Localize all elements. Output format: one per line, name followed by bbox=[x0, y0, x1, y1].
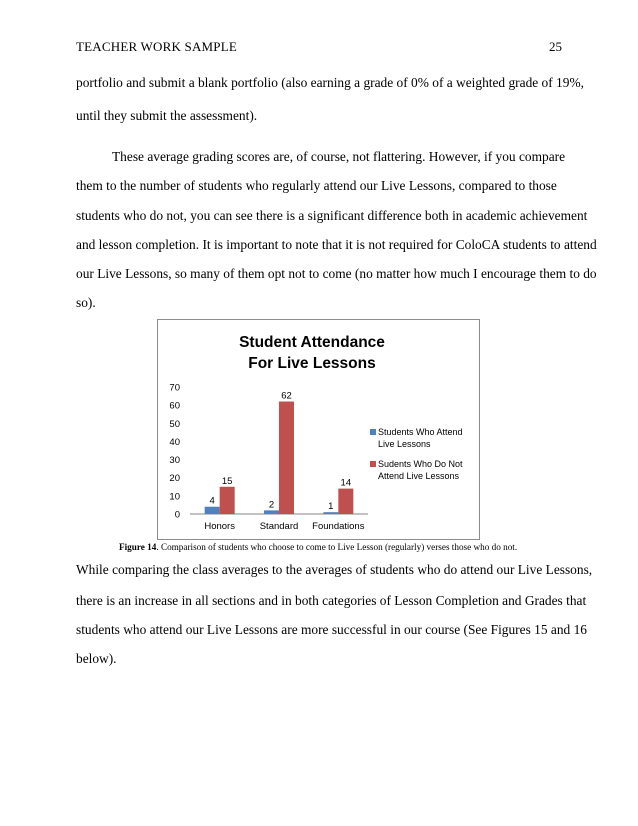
page-number: 25 bbox=[549, 39, 562, 54]
legend-swatch bbox=[370, 461, 376, 467]
paragraph-line: and lesson completion. It is important to note that it is not required for ColoCA students to attend bbox=[76, 237, 597, 252]
paragraph-line: below). bbox=[76, 651, 117, 666]
chart-title-line: For Live Lessons bbox=[248, 355, 376, 372]
y-tick-label: 10 bbox=[169, 491, 180, 503]
legend-swatch bbox=[370, 429, 376, 435]
y-tick-label: 30 bbox=[169, 455, 180, 467]
paragraph-line: our Live Lessons, so many of them opt not to come (no matter how much I encourage them to do bbox=[76, 266, 597, 281]
paragraph-line: them to the number of students who regularly attend our Live Lessons, compared to those bbox=[76, 178, 557, 193]
figure-label: Figure 14 bbox=[119, 542, 157, 552]
running-header bbox=[76, 39, 562, 55]
attendance-chart bbox=[157, 319, 480, 540]
paragraph-line: there is an increase in all sections and in both categories of Lesson Completion and Grades that bbox=[76, 593, 587, 608]
bar bbox=[279, 402, 294, 514]
bar bbox=[205, 507, 220, 514]
y-tick-label: 70 bbox=[169, 382, 180, 394]
chart-canvas bbox=[158, 320, 479, 539]
y-tick-label: 50 bbox=[169, 418, 180, 430]
bar bbox=[220, 487, 235, 514]
bar-value-label: 14 bbox=[340, 477, 352, 489]
x-tick-label: Foundations bbox=[312, 521, 365, 532]
figure-caption bbox=[119, 542, 517, 552]
bar bbox=[323, 512, 338, 514]
legend-label: Students Who Attend bbox=[378, 427, 463, 437]
paragraph-line: While comparing the class averages to the averages of students who do attend our Live Lessons, bbox=[76, 562, 593, 577]
figure-caption-text: . Comparison of students who choose to come to Live Lesson (regularly) verses those who do not. bbox=[156, 542, 518, 552]
y-tick-label: 40 bbox=[169, 436, 180, 448]
y-tick-label: 60 bbox=[169, 400, 180, 412]
paragraph-line: These average grading scores are, of course, not flattering. However, if you compare bbox=[112, 149, 566, 164]
paragraph-line: portfolio and submit a blank portfolio (also earning a grade of 0% of a weighted grade of 19%, bbox=[76, 75, 584, 90]
paragraph-line: until they submit the assessment). bbox=[76, 108, 258, 123]
bar-value-label: 2 bbox=[268, 499, 275, 511]
bar-value-label: 62 bbox=[281, 390, 292, 402]
bar bbox=[264, 510, 279, 514]
paragraph-line: so). bbox=[76, 295, 96, 310]
running-head: TEACHER WORK SAMPLE bbox=[76, 39, 238, 54]
paragraph-line: students who do not, you can see there is a significant difference both in academic achievement bbox=[76, 208, 588, 223]
bar bbox=[338, 489, 353, 514]
legend-label: Attend Live Lessons bbox=[378, 471, 460, 481]
chart-title-line: Student Attendance bbox=[239, 334, 385, 351]
x-tick-label: Standard bbox=[259, 521, 299, 532]
bar-value-label: 15 bbox=[221, 475, 233, 487]
legend-label: Sudents Who Do Not bbox=[378, 459, 463, 469]
x-tick-label: Honors bbox=[204, 521, 235, 532]
legend-label: Live Lessons bbox=[378, 439, 431, 449]
y-tick-label: 0 bbox=[174, 509, 180, 521]
y-tick-label: 20 bbox=[169, 473, 180, 485]
paragraph-line: students who attend our Live Lessons are more successful in our course (See Figures 15 and 16 bbox=[76, 622, 587, 637]
bar-value-label: 4 bbox=[209, 495, 215, 507]
bar-value-label: 1 bbox=[328, 501, 334, 513]
